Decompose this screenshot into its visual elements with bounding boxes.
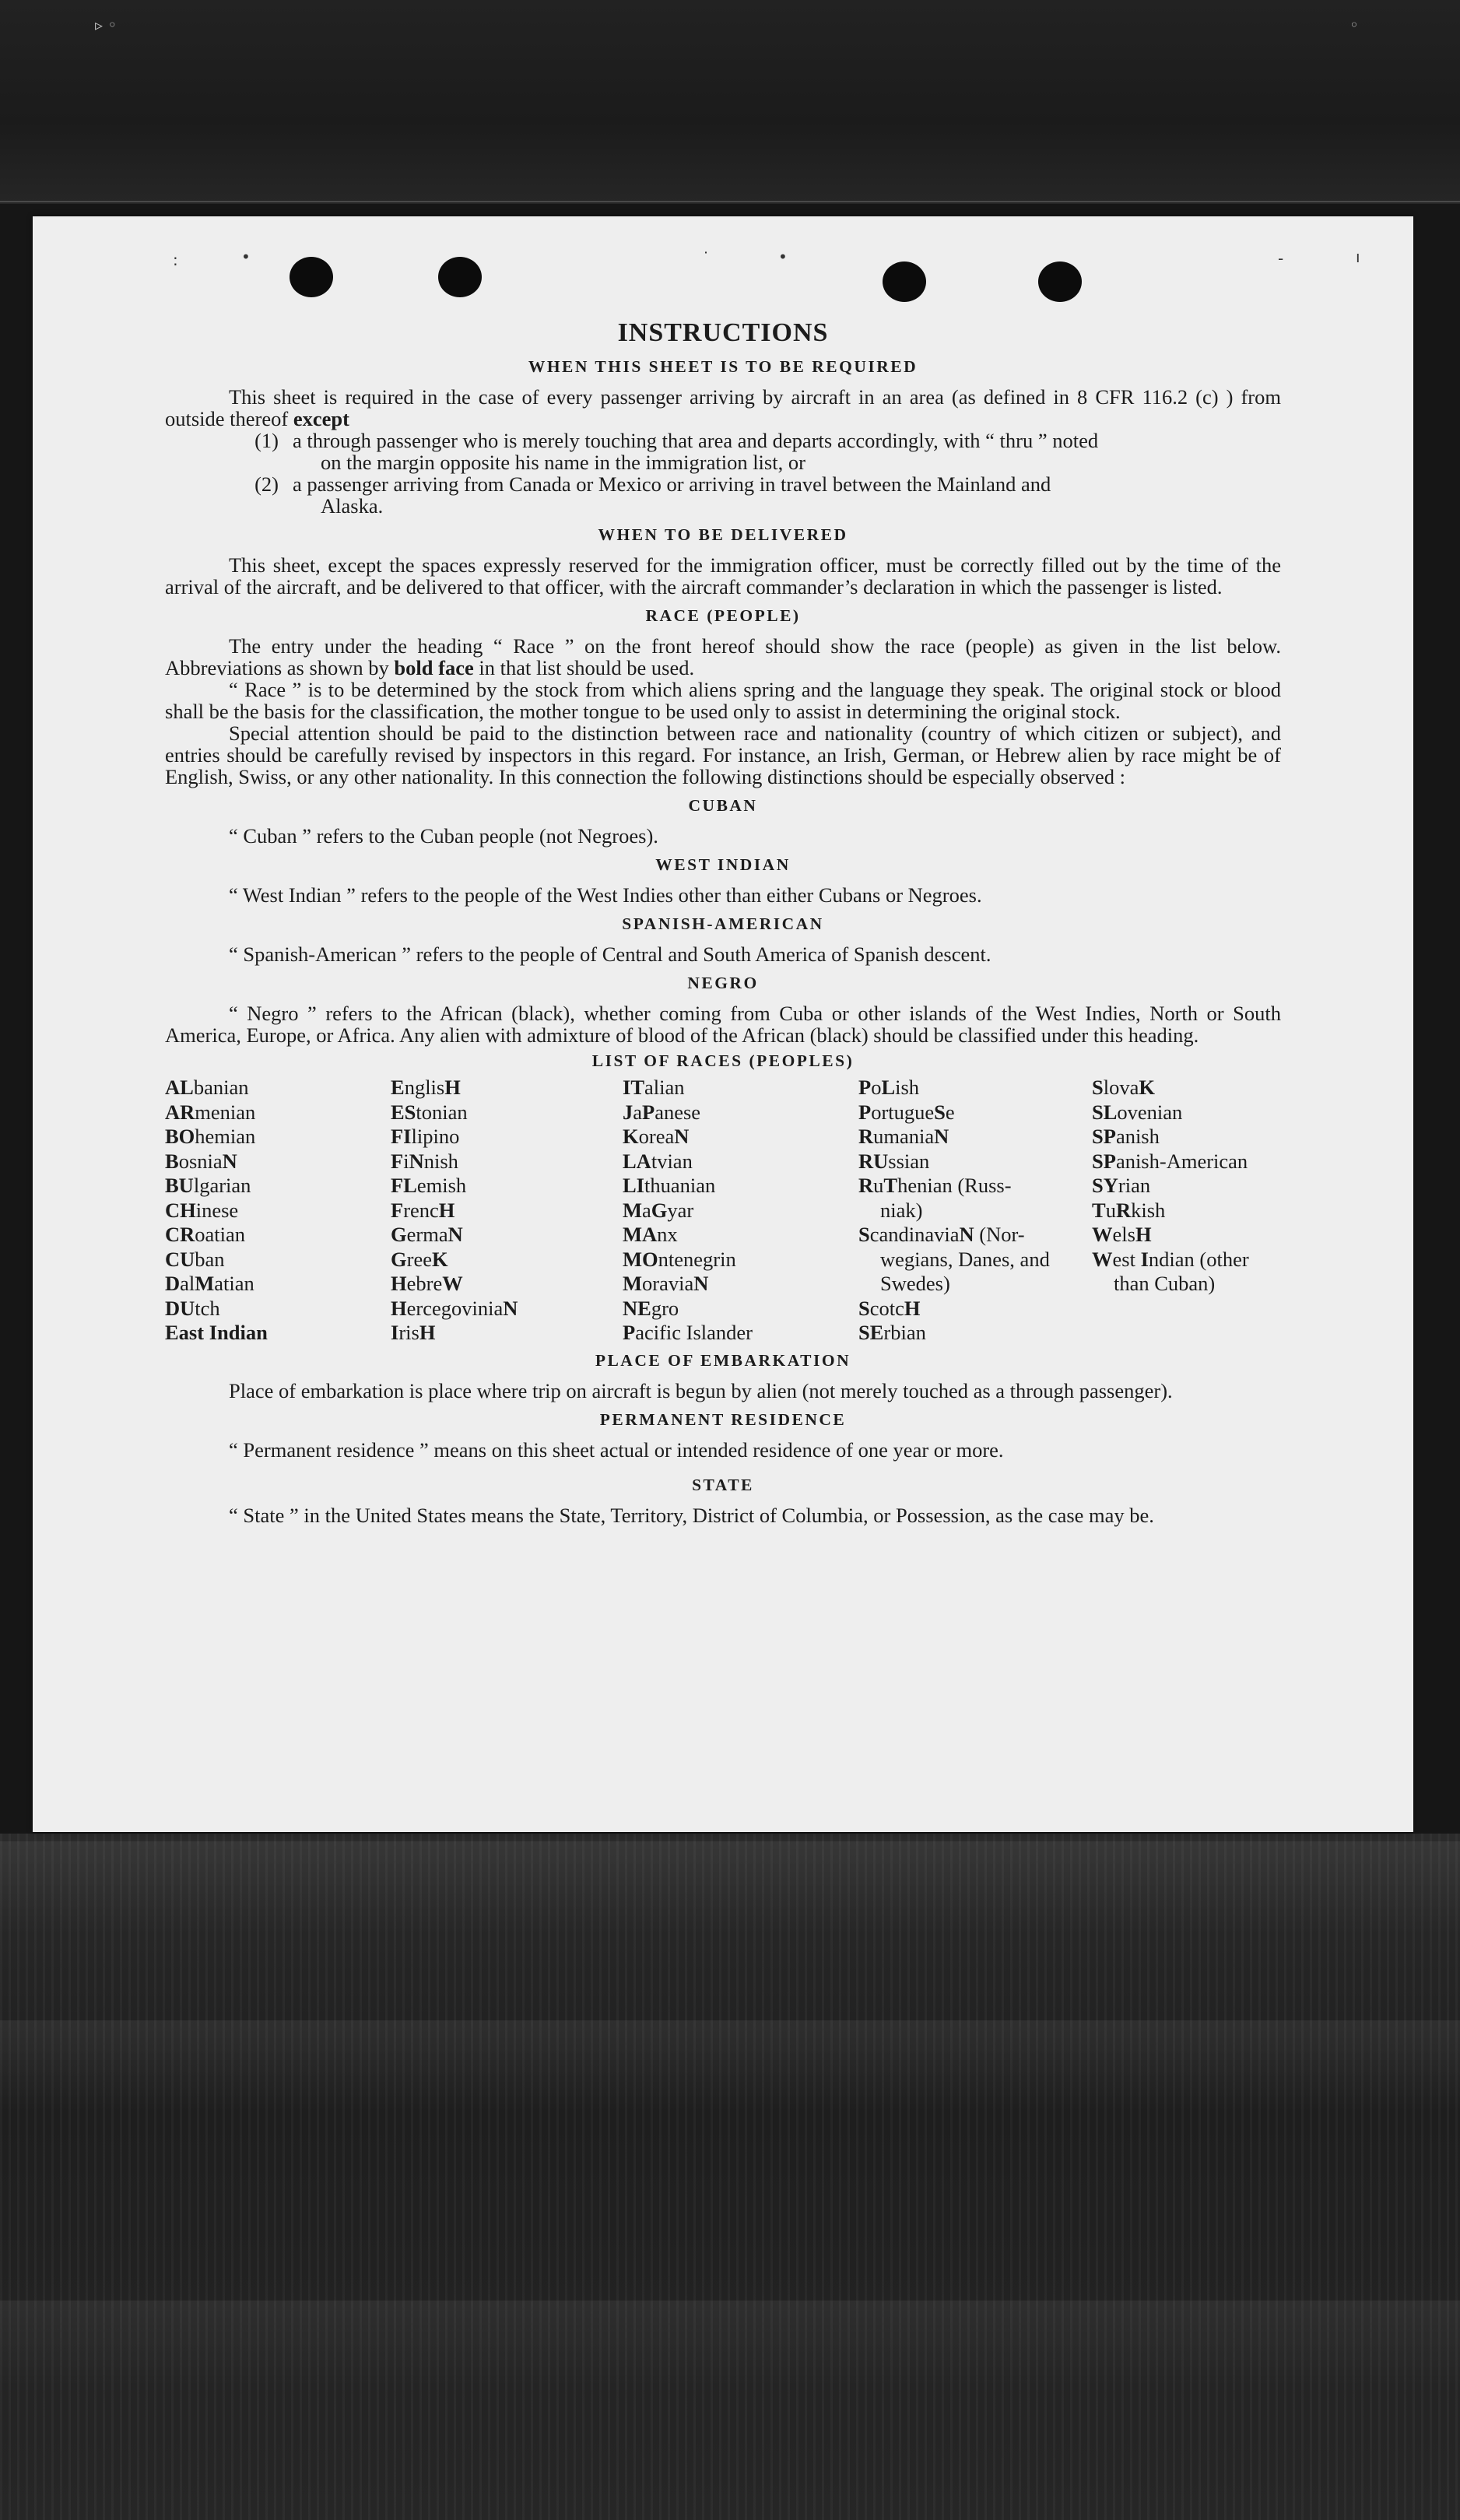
item-text-continued: on the margin opposite his name in the immigration list, or — [321, 451, 805, 474]
race-entry: ITalian — [623, 1076, 685, 1099]
race-entry: RuThenian (Russ- niak) — [858, 1174, 1012, 1222]
race-entry: MoraviaN — [623, 1272, 709, 1295]
instructions-body — [165, 318, 1281, 1526]
race-entry: PortugueSe — [858, 1100, 955, 1124]
punch-hole — [438, 257, 482, 297]
race-entry: West Indian (other than Cuban) — [1092, 1247, 1249, 1295]
race-entry: MOntenegrin — [623, 1247, 736, 1271]
emphasis-except: except — [293, 407, 349, 430]
heading-when-required: WHEN THIS SHEET IS TO BE REQUIRED — [528, 357, 918, 376]
race-list — [165, 1076, 1281, 1346]
item-number: (1) — [254, 429, 279, 452]
race-entry: RumaniaN — [858, 1125, 949, 1148]
race-entry: ARmenian — [165, 1100, 256, 1124]
race-entry: CRoatian — [165, 1223, 246, 1246]
race-entry: BUlgarian — [165, 1174, 251, 1197]
permanent-residence-text: “ Permanent residence ” means on this sheet actual or intended residence of one year or more. — [229, 1437, 1004, 1462]
race-entry: ScotcH — [858, 1296, 921, 1320]
page-title: INSTRUCTIONS — [617, 318, 829, 347]
scanner-header-strip — [0, 0, 1460, 204]
exception-item-1 — [165, 430, 1281, 473]
race-entry: East Indian — [165, 1321, 268, 1344]
race-entry: PoLish — [858, 1076, 920, 1099]
race-entry: ALbanian — [165, 1076, 249, 1099]
exception-item-2 — [165, 473, 1281, 517]
race-entry: TuRkish — [1092, 1198, 1166, 1222]
race-entry: NEgro — [623, 1296, 679, 1320]
scanner-rule — [0, 201, 1460, 202]
spanish-american-text: “ Spanish-American ” refers to the people of Central and South America of Spanish descent. — [229, 942, 991, 966]
when-delivered-text: This sheet, except the spaces expressly reserved for the immigration officer, must be correctly filled out by the time of the arrival of the aircraft, and be delivered to that officer, with the aircraft commander’s declaration in which the passenger is listed. — [165, 553, 1281, 598]
dust-speck: ı — [1356, 247, 1360, 266]
race-column — [391, 1076, 623, 1346]
scanner-mark-right: ◦ — [1349, 16, 1359, 34]
punch-hole — [1038, 261, 1082, 302]
item-text: a through passenger who is merely touching that area and departs accordingly, with “ thru ” noted — [293, 429, 1099, 452]
race-entry: LAtvian — [623, 1149, 693, 1173]
race-entry: FIlipino — [391, 1125, 460, 1148]
heading-embarkation: PLACE OF EMBARKATION — [595, 1350, 851, 1370]
race-entry: MaGyar — [623, 1198, 694, 1222]
race-entry: BosniaN — [165, 1149, 237, 1173]
film-band — [0, 2020, 1460, 2114]
race-entry: DalMatian — [165, 1272, 254, 1295]
item-number: (2) — [254, 472, 279, 496]
race-entry: SLovenian — [1092, 1100, 1183, 1124]
race-entry: EnglisH — [391, 1076, 461, 1099]
race-entry: CHinese — [165, 1198, 239, 1222]
film-band — [0, 1841, 1460, 1935]
race-entry: LIthuanian — [623, 1174, 716, 1197]
race-entry: DUtch — [165, 1296, 220, 1320]
film-background — [0, 1834, 1460, 2520]
race-entry: CUban — [165, 1247, 225, 1271]
race-entry: SYrian — [1092, 1174, 1151, 1197]
race-paragraph-2: “ Race ” is to be determined by the stock from which aliens spring and the language they speak. The original stock or blood shall be the basis for the classification, the mother tongue to be used only to assist in determining the original stock. — [165, 678, 1281, 723]
heading-when-delivered: WHEN TO BE DELIVERED — [598, 525, 848, 544]
race-entry: RUssian — [858, 1149, 930, 1173]
item-text-continued: Alaska. — [321, 494, 384, 518]
race-entry: JaPanese — [623, 1100, 701, 1124]
west-indian-text: “ West Indian ” refers to the people of the West Indies other than either Cubans or Negroes. — [229, 883, 982, 907]
dust-speck: : — [173, 251, 178, 269]
race-column — [858, 1076, 1092, 1346]
race-entry: GreeK — [391, 1247, 448, 1271]
heading-spanish-american: SPANISH-AMERICAN — [622, 914, 824, 933]
document-page — [33, 216, 1413, 1832]
heading-permanent-residence: PERMANENT RESIDENCE — [599, 1409, 847, 1429]
race-entry: SPanish-American — [1092, 1149, 1248, 1173]
punch-hole — [883, 261, 926, 302]
film-band — [0, 2301, 1460, 2394]
heading-cuban: CUBAN — [688, 796, 758, 815]
dust-speck: • — [778, 247, 788, 266]
race-entry: BOhemian — [165, 1125, 256, 1148]
race-entry: KoreaN — [623, 1125, 690, 1148]
heading-state: STATE — [692, 1475, 754, 1494]
race-entry: WelsH — [1092, 1223, 1152, 1246]
embarkation-text: Place of embarkation is place where trip on aircraft is begun by alien (not merely touched as a through passenger). — [229, 1378, 1173, 1402]
race-entry: FiNnish — [391, 1149, 458, 1173]
heading-negro: NEGRO — [687, 974, 759, 992]
when-required-intro: This sheet is required in the case of every passenger arriving by aircraft in an area (as defined in 8 CFR 116.2 (c) ) from outside thereof except — [165, 385, 1281, 430]
heading-list-of-races: LIST OF RACES (PEOPLES) — [591, 1051, 855, 1070]
emphasis-bold-face: bold face — [394, 656, 474, 679]
race-paragraph-3: Special attention should be paid to the distinction between race and nationality (country of which citizen or subject), and entries should be carefully revised by inspectors in this regard. For instance, an Irish, German, or Hebrew alien by race might be of English, Swiss, or any other nationality. In this connection the following distinctions should be especially observed : — [165, 721, 1281, 788]
dust-speck: ˙ — [702, 249, 710, 268]
heading-west-indian: WEST INDIAN — [655, 855, 791, 874]
race-entry: FLemish — [391, 1174, 467, 1197]
race-entry: MAnx — [623, 1223, 678, 1246]
race-entry: HercegoviniaN — [391, 1296, 518, 1320]
heading-race: RACE (PEOPLE) — [645, 606, 801, 625]
race-entry: ScandinaviaN (Nor- wegians, Danes, and Swedes) — [858, 1223, 1050, 1295]
state-text: “ State ” in the United States means the State, Territory, District of Columbia, or Possession, as the case may be. — [229, 1503, 1154, 1527]
race-column — [623, 1076, 858, 1346]
race-entry: SlovaK — [1092, 1076, 1155, 1099]
race-column — [165, 1076, 391, 1346]
dust-speck: - — [1278, 249, 1284, 268]
race-entry: SErbian — [858, 1321, 926, 1344]
race-entry: IrisH — [391, 1321, 436, 1344]
race-column — [1092, 1076, 1281, 1346]
cuban-text: “ Cuban ” refers to the Cuban people (not Negroes). — [229, 824, 658, 848]
race-entry: FrencH — [391, 1198, 455, 1222]
dust-speck: • — [241, 247, 251, 266]
punch-hole — [290, 257, 333, 297]
item-text: a passenger arriving from Canada or Mexico or arriving in travel between the Mainland and — [293, 472, 1051, 496]
race-entry: SPanish — [1092, 1125, 1160, 1148]
race-entry: EStonian — [391, 1100, 468, 1124]
race-entry: HebreW — [391, 1272, 463, 1295]
scanner-mark-left: ▹ ◦ — [95, 16, 118, 34]
negro-text: “ Negro ” refers to the African (black), whether coming from Cuba or other islands of the West Indies, North or South America, Europe, or Africa. Any alien with admixture of blood of the African (black) should be classified under this heading. — [165, 1002, 1281, 1047]
race-entry: GermaN — [391, 1223, 463, 1246]
race-paragraph-1: The entry under the heading “ Race ” on the front hereof should show the race (people) as given in the list below. Abbreviations as shown by bold face in that list should be used. — [165, 634, 1281, 679]
race-entry: Pacific Islander — [623, 1321, 753, 1344]
